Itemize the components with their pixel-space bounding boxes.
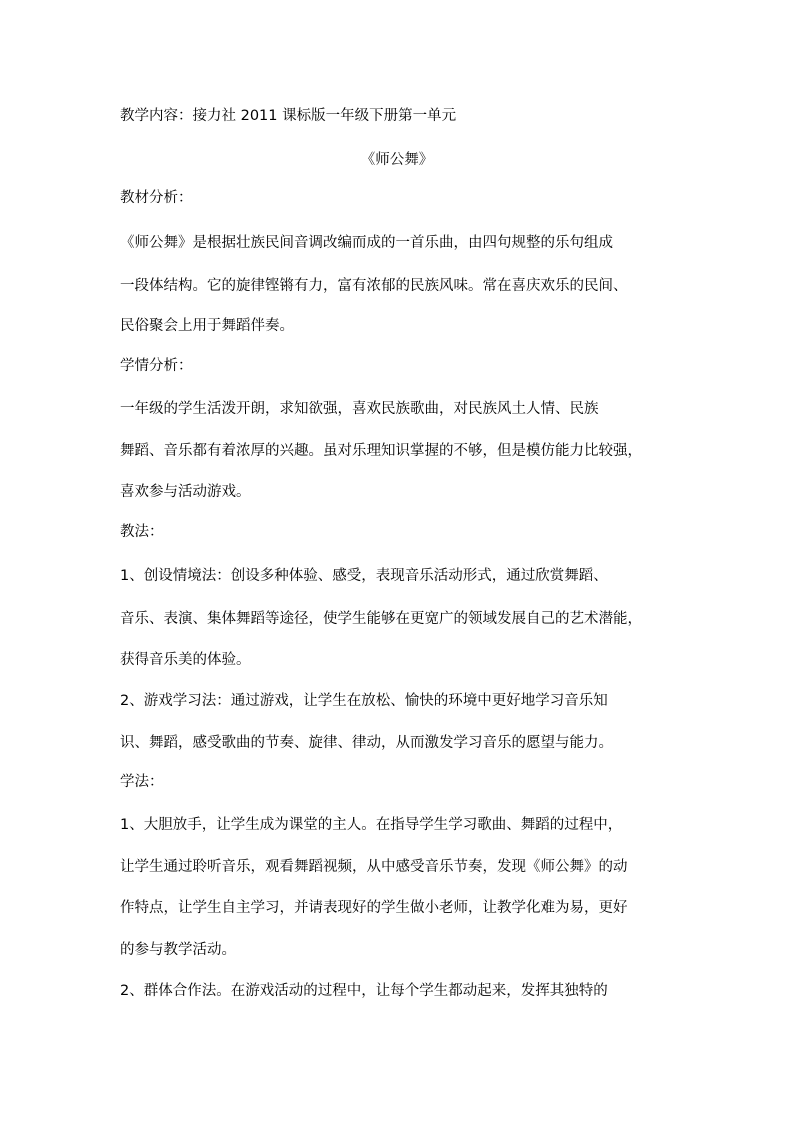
paragraph-line: 作特点，让学生自主学习，并请表现好的学生做小老师，让教学化难为易，更好 xyxy=(120,900,628,916)
paragraph-line: 让学生通过聆听音乐，观看舞蹈视频，从中感受音乐节奏，发现《师公舞》的动 xyxy=(120,859,628,875)
page-title: 《师公舞》 xyxy=(360,152,434,168)
paragraph-line: 一段体结构。它的旋律铿锵有力，富有浓郁的民族风味。常在喜庆欢乐的民间、 xyxy=(120,278,628,294)
section-heading-student-analysis: 学情分析： xyxy=(120,358,193,374)
section-heading-material-analysis: 教材分析： xyxy=(120,190,193,206)
paragraph-line: 获得音乐美的体验。 xyxy=(120,652,251,668)
paragraph-line: 的参与教学活动。 xyxy=(120,942,236,958)
paragraph-line: 舞蹈、音乐都有着浓厚的兴趣。虽对乐理知识掌握的不够，但是模仿能力比较强， xyxy=(120,443,642,459)
paragraph-line: 识、舞蹈，感受歌曲的节奏、旋律、律动，从而激发学习音乐的愿望与能力。 xyxy=(120,735,613,751)
section-heading-learning-methods: 学法： xyxy=(120,774,164,790)
paragraph-line: 喜欢参与活动游戏。 xyxy=(120,484,251,500)
paragraph-line: 2、群体合作法。在游戏活动的过程中，让每个学生都动起来，发挥其独特的 xyxy=(120,983,608,999)
section-heading-teaching-methods: 教法： xyxy=(120,524,164,540)
paragraph-line: 2、游戏学习法：通过游戏，让学生在放松、愉快的环境中更好地学习音乐知 xyxy=(120,693,608,709)
header-line: 教学内容：接力社 2011 课标版一年级下册第一单元 xyxy=(120,108,457,124)
paragraph-line: 音乐、表演、集体舞蹈等途径，使学生能够在更宽广的领域发展自己的艺术潜能， xyxy=(120,611,642,627)
paragraph-line: 民俗聚会上用于舞蹈伴奏。 xyxy=(120,318,294,334)
paragraph-line: 一年级的学生活泼开朗，求知欲强，喜欢民族歌曲，对民族风土人情、民族 xyxy=(120,401,599,417)
paragraph-line: 《师公舞》是根据壮族民间音调改编而成的一首乐曲，由四句规整的乐句组成 xyxy=(120,235,613,251)
paragraph-line: 1、大胆放手，让学生成为课堂的主人。在指导学生学习歌曲、舞蹈的过程中， xyxy=(120,817,623,833)
paragraph-line: 1、创设情境法：创设多种体验、感受，表现音乐活动形式，通过欣赏舞蹈、 xyxy=(120,568,608,584)
